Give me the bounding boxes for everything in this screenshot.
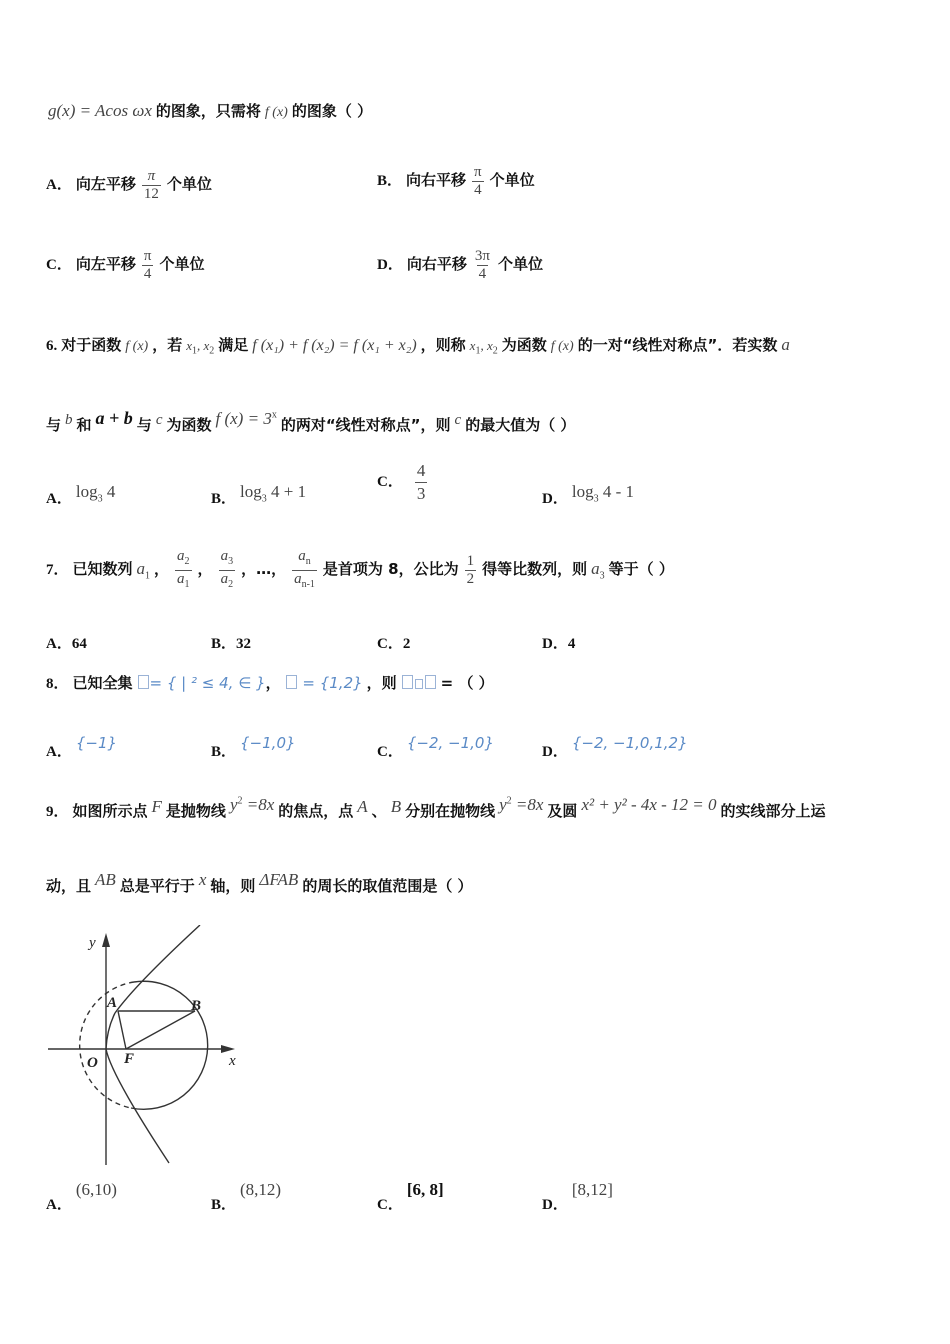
q5-option-c[interactable] xyxy=(46,248,204,283)
q6-stem-line1 xyxy=(46,334,790,357)
q6-a-plus-b: a + b xyxy=(95,408,133,428)
q9-text: 是抛物线 xyxy=(165,802,226,820)
q6-option-d-math: $\log_3 4 - 1$ xyxy=(571,482,634,505)
q7-option-d[interactable]: D．4 xyxy=(542,636,576,652)
q7-frac-half: $\frac{1}{2}$ xyxy=(466,553,475,587)
q6-option-b[interactable] xyxy=(211,482,306,508)
q8-universal-set: = { | ² ≤ 4, ∈ } xyxy=(137,674,266,692)
q5-option-d-fraction: $\frac{3\pi}{4}$ xyxy=(474,248,490,282)
q6-stem-line2 xyxy=(46,408,575,435)
q6-func: f $(x) = 3^x$ xyxy=(215,409,277,428)
q9-stem-line2 xyxy=(46,870,473,896)
fig-label-x: x xyxy=(229,1053,236,1069)
q8-option-a-label: A． xyxy=(46,744,72,760)
q9-option-a[interactable] xyxy=(46,1180,117,1214)
q6-text: 为函数 xyxy=(501,336,547,354)
q9-A: A xyxy=(357,797,368,816)
q7-stem xyxy=(46,548,674,593)
q7-option-b[interactable]: B．32 xyxy=(211,636,252,652)
q5-option-a-label: A． xyxy=(46,177,72,194)
q9-triangle: ΔFAB xyxy=(259,870,299,889)
q7-comma: ， xyxy=(154,560,170,579)
q5-option-c-text: 向左平移 xyxy=(75,255,136,274)
q7-text: 等于（ ） xyxy=(608,560,674,579)
q9-text: 总是平行于 xyxy=(119,877,195,895)
q8-option-a-value: {−1} xyxy=(75,734,118,752)
q9-x: x xyxy=(198,870,207,889)
q8-option-c-value: {−2, −1,0} xyxy=(406,734,495,752)
q6-option-b-label: B． xyxy=(211,491,237,507)
q5-option-b-fraction: $\frac{\pi}{4}$ xyxy=(474,164,482,198)
q8-option-d[interactable] xyxy=(542,734,688,761)
q6-fx-2: f (x) xyxy=(550,339,574,354)
q5-option-b-text: 向右平移 xyxy=(406,171,467,190)
q8-text: 已知全集 xyxy=(72,674,133,692)
q7-option-c[interactable]: C．2 xyxy=(377,636,411,652)
q8-option-d-value: {−2, −1,0,1,2} xyxy=(571,734,688,752)
q8-option-c[interactable] xyxy=(377,734,494,761)
q9-text: 的焦点，点 xyxy=(278,802,354,820)
fig-label-B: B xyxy=(191,998,202,1014)
q6-text: 对于函数 xyxy=(61,336,122,354)
q9-text: 及圆 xyxy=(547,802,578,820)
fig-label-y: y xyxy=(89,935,96,951)
q9-AB: AB xyxy=(95,870,116,889)
q8-option-b-label: B． xyxy=(211,744,237,760)
q5-option-b[interactable] xyxy=(377,164,535,199)
q5-option-d-text: 向右平移 xyxy=(406,255,467,274)
fig-label-F: F xyxy=(124,1051,135,1067)
q9-option-b-value: (8,12) xyxy=(240,1180,282,1199)
q6-number: 6. xyxy=(46,338,58,354)
x-axis-arrow-icon xyxy=(221,1045,235,1053)
q9-parabola-2: $y^2 =8x$ xyxy=(499,795,544,814)
q8-complement xyxy=(401,674,437,692)
q8-set-b: = {1,2} xyxy=(285,674,363,692)
q7-comma: ， xyxy=(197,560,213,579)
q9-text: 如图所示点 xyxy=(72,802,148,820)
q5-option-a[interactable] xyxy=(46,168,212,203)
q5-stem-tail: 的图象（ ） xyxy=(291,102,373,120)
q6-text: 满足 xyxy=(218,336,249,354)
q9-number: 9． xyxy=(46,804,69,820)
q5-option-a-tail: 个单位 xyxy=(166,175,212,194)
q6-text: 与 xyxy=(136,416,152,434)
q9-text: 、 xyxy=(371,802,387,820)
q6-option-c-fraction: $\frac{4}{3}$ xyxy=(416,461,426,503)
q7-option-a[interactable]: A．64 xyxy=(46,636,87,652)
q5-option-c-tail: 个单位 xyxy=(159,255,205,274)
q6-b: b xyxy=(65,412,73,428)
q7-frac-an-an1: $\frac{a_n}{a_{n-1}}$ xyxy=(292,548,317,593)
parabola-lower xyxy=(106,1049,169,1163)
q6-option-b-math: $\log_3 4 + 1$ xyxy=(240,482,307,505)
q6-option-a-label: A． xyxy=(46,491,72,507)
q7-text: 已知数列 xyxy=(72,560,133,579)
q6-option-c[interactable] xyxy=(377,460,429,505)
parabola-upper xyxy=(115,925,200,1013)
q6-text: 的一对“线性对称点”．若实数 xyxy=(577,336,778,354)
q6-c: c xyxy=(155,412,163,428)
fig-label-O: O xyxy=(87,1055,98,1071)
q5-option-b-label: B． xyxy=(377,173,403,190)
q9-option-c-label: C． xyxy=(377,1197,403,1213)
q7-a1: $a_1$ xyxy=(136,559,151,582)
q6-x1x2-2: $x_1$, $x_2$ xyxy=(469,338,498,357)
q7-dots: ，…， xyxy=(241,560,287,579)
q9-option-d-value: [8,12] xyxy=(571,1180,613,1199)
q6-fx: f (x) xyxy=(125,339,149,354)
q5-option-d-label: D． xyxy=(377,257,403,274)
q6-c-2: c xyxy=(454,412,462,428)
fig-label-A: A xyxy=(107,995,118,1011)
q5-stem-math: g(x) = Acos ωx xyxy=(48,101,152,120)
q5-option-d-tail: 个单位 xyxy=(497,255,543,274)
q9-option-b[interactable] xyxy=(211,1180,281,1214)
q9-option-b-label: B． xyxy=(211,1197,237,1213)
q5-stem-text: 的图象，只需将 xyxy=(155,102,261,120)
q8-text: ，则 xyxy=(366,674,397,692)
q6-option-d-label: D． xyxy=(542,491,568,507)
q9-text: 分别在抛物线 xyxy=(405,802,496,820)
q6-text: 为函数 xyxy=(166,416,212,434)
q6-text: 的两对“线性对称点”，则 xyxy=(280,416,451,434)
q6-text: ，则称 xyxy=(420,336,466,354)
q9-option-d-label: D． xyxy=(542,1197,568,1213)
q7-a3: $a_3$ xyxy=(591,559,605,582)
q6-equation: f (x₁) + f (x₂) = f (x₁ + x₂) xyxy=(252,337,417,354)
q8-stem: 8． 已知全集 = { | ² ≤ 4, ∈ }， = {1,2} ，则 = （ ） xyxy=(46,674,494,692)
q5-stem xyxy=(48,100,372,121)
q9-option-d[interactable] xyxy=(542,1180,613,1214)
q6-option-d[interactable] xyxy=(542,482,634,508)
segment-AF xyxy=(118,1011,126,1049)
q9-text: 的周长的取值范围是（ ） xyxy=(302,877,473,895)
q9-B: B xyxy=(390,797,402,816)
q9-text: 的实线部分上运 xyxy=(720,802,826,820)
q8-option-a[interactable] xyxy=(46,734,117,761)
q9-option-c[interactable] xyxy=(377,1180,444,1214)
q5-option-c-fraction: $\frac{\pi}{4}$ xyxy=(143,248,152,282)
q5-option-a-text: 向左平移 xyxy=(75,175,136,194)
q6-text: ，若 xyxy=(152,336,183,354)
q9-text: 动，且 xyxy=(46,877,92,895)
segment-BF xyxy=(126,1011,195,1049)
q8-option-b[interactable] xyxy=(211,734,296,761)
q5-option-d[interactable] xyxy=(377,248,543,283)
q6-option-c-label: C． xyxy=(377,474,403,491)
q9-text: 轴，则 xyxy=(210,877,256,895)
q6-a: a xyxy=(781,335,790,354)
q8-option-d-label: D． xyxy=(542,744,568,760)
q6-text: 的最大值为（ ） xyxy=(465,416,576,434)
y-axis-arrow-icon xyxy=(102,933,110,947)
q6-option-a[interactable] xyxy=(46,482,115,508)
q6-x1x2: $x_1$, $x_2$ xyxy=(186,338,215,357)
q9-option-a-value: (6,10) xyxy=(75,1180,117,1199)
parabola-vertex xyxy=(106,1013,115,1049)
q9-parabola: $y^2 =8x$ xyxy=(229,795,275,814)
q5-stem-fx: f (x) xyxy=(264,105,288,120)
q9-figure xyxy=(45,925,255,1170)
q7-frac-a3-a2: $\frac{a_3}{a_2}$ xyxy=(219,548,236,593)
q9-stem-line1 xyxy=(46,795,826,821)
q6-text: 和 xyxy=(76,416,92,434)
q5-option-a-fraction: $\frac{\pi}{12}$ xyxy=(143,168,159,202)
q7-frac-a2-a1: $\frac{a_2}{a_1}$ xyxy=(175,548,192,593)
q9-option-a-label: A． xyxy=(46,1197,72,1213)
q8-text: = （ ） xyxy=(440,674,494,692)
q7-text: 是首项为 8，公比为 xyxy=(322,560,459,579)
q9-circle-eq: x² + y² - 4x - 12 = 0 xyxy=(581,795,717,814)
q8-number: 8． xyxy=(46,676,69,692)
q9-F: F xyxy=(151,797,162,816)
q6-text: 与 xyxy=(46,416,62,434)
q5-option-c-label: C． xyxy=(46,257,72,274)
q6-option-a-math: $\log_3 4$ xyxy=(75,482,116,505)
q7-text: 得等比数列，则 xyxy=(482,560,588,579)
q9-option-c-value: [6, 8] xyxy=(406,1180,444,1199)
q5-option-b-tail: 个单位 xyxy=(489,171,535,190)
q7-number: 7． xyxy=(46,562,69,579)
q8-option-b-value: {−1,0} xyxy=(240,734,296,752)
q8-option-c-label: C． xyxy=(377,744,403,760)
